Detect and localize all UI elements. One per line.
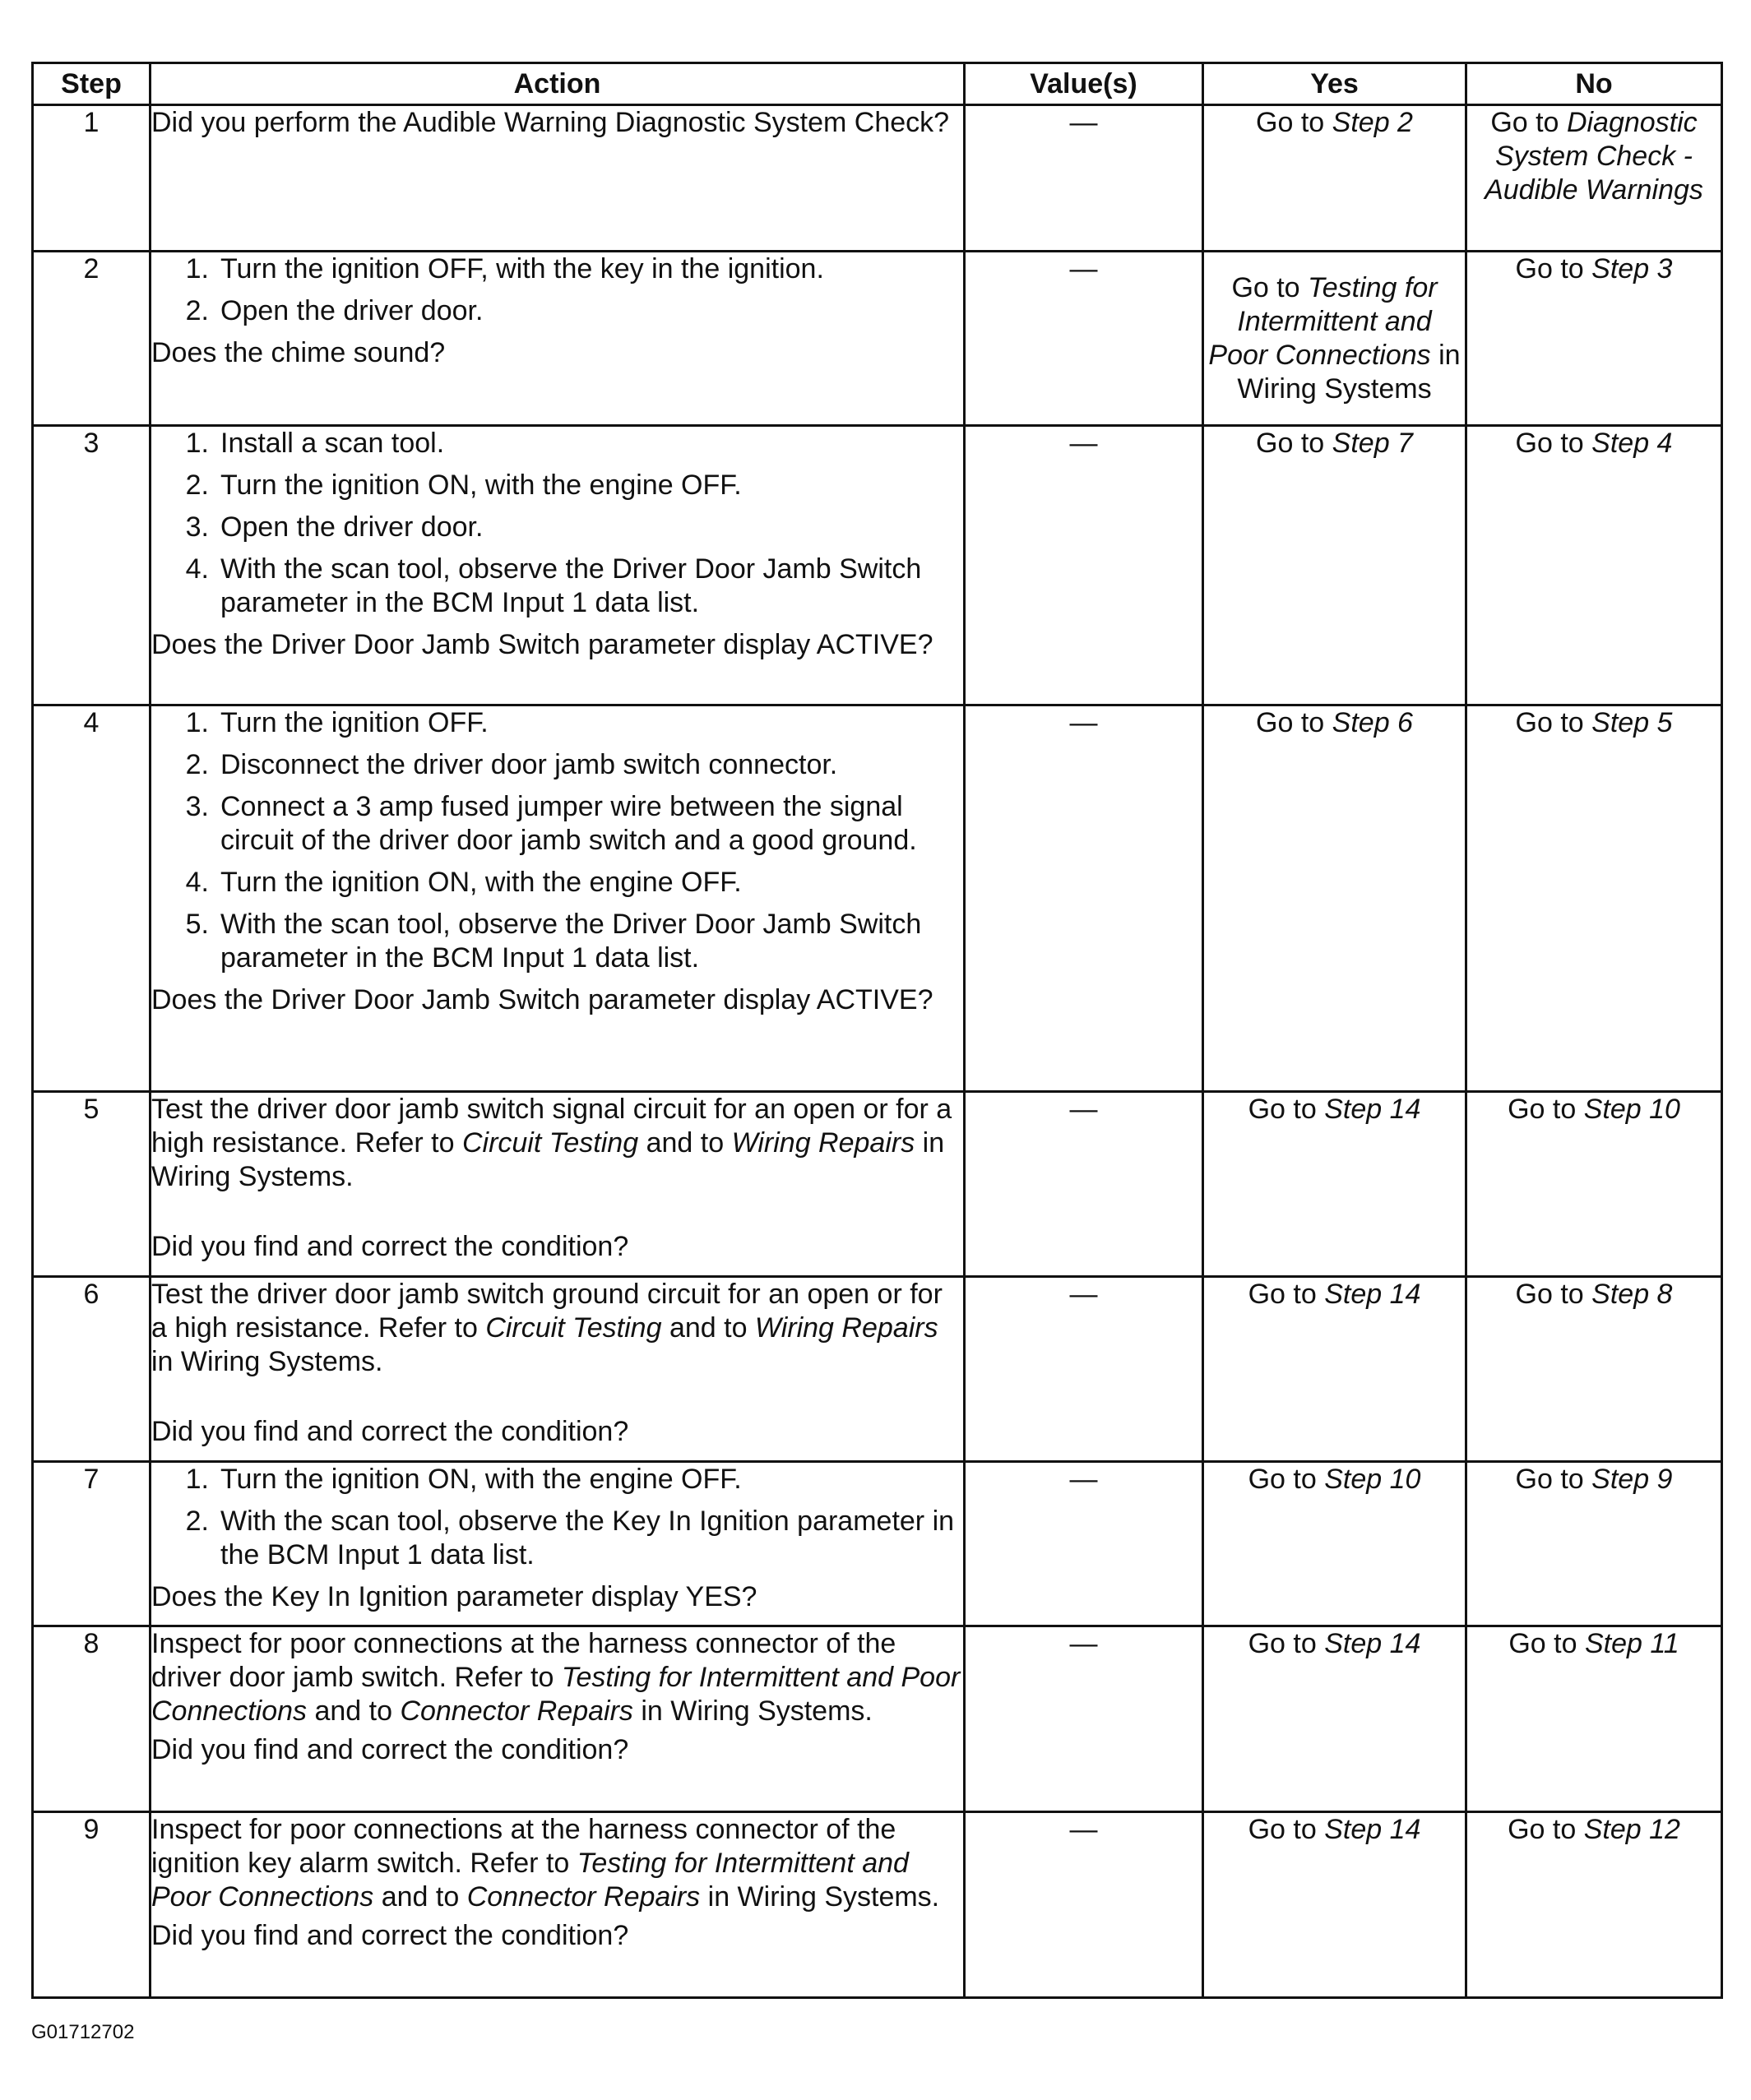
reference-link[interactable]: Connector Repairs (466, 1881, 701, 1913)
goto-label: Go to (1256, 707, 1325, 738)
action-question: Does the Driver Door Jamb Switch parameter display ACTIVE? (151, 629, 933, 660)
action-text: Test the driver door jamb switch ground circuit for an open or for a high resistance. Refer to Circuit Testing and to Wiring Repairs in Wiring Systems. (151, 1279, 943, 1377)
action-cell (151, 252, 965, 426)
reference-link[interactable]: Wiring Repairs (731, 1127, 915, 1159)
yes-cell (1203, 1626, 1466, 1812)
list-item: 5. With the scan tool, observe the Driver Door Jamb Switch parameter in the BCM Input 1 data list. (185, 909, 922, 974)
yes-link[interactable]: Testing for Intermittent and Poor Connections (1208, 271, 1438, 371)
no-cell (1466, 105, 1722, 252)
table-row (33, 1812, 1722, 1998)
goto-label: Go to (1515, 253, 1584, 284)
no-link[interactable]: Step 12 (1583, 1814, 1680, 1845)
table-row (33, 1277, 1722, 1462)
action-text: Inspect for poor connections at the harness connector of the ignition key alarm switch. Refer to Testing for Intermittent and Poor Connections and to Connector Repairs in Wiring Systems. (151, 1814, 940, 1913)
step-number: 9 (33, 1812, 151, 1998)
value-cell: — (965, 1092, 1203, 1277)
action-cell (151, 705, 965, 1092)
header-no: No (1466, 63, 1722, 105)
goto-label: Go to (1248, 1628, 1317, 1659)
no-cell (1466, 1626, 1722, 1812)
table-row (33, 252, 1722, 426)
no-link[interactable]: Step 9 (1591, 1464, 1673, 1495)
yes-link[interactable]: Step 10 (1324, 1464, 1421, 1495)
list-item: 3. Open the driver door. (185, 511, 484, 543)
no-link[interactable]: Step 10 (1583, 1094, 1680, 1125)
reference-link[interactable]: Testing for Intermittent and Poor Connections (151, 1848, 909, 1913)
goto-label: Go to (1231, 271, 1300, 303)
yes-link[interactable]: Step 6 (1332, 707, 1413, 738)
goto-label: Go to (1508, 1094, 1577, 1125)
action-text: Did you perform the Audible Warning Diagnostic System Check? (151, 107, 950, 138)
list-item: 2. Open the driver door. (185, 295, 484, 326)
table-row (33, 426, 1722, 705)
yes-cell (1203, 1092, 1466, 1277)
action-question: Does the Key In Ignition parameter display YES? (151, 1581, 757, 1612)
goto-label: Go to (1490, 107, 1559, 138)
step-number: 4 (33, 705, 151, 1092)
action-cell (151, 1812, 965, 1998)
action-steps (151, 1463, 963, 1572)
no-cell (1466, 1812, 1722, 1998)
action-text: Inspect for poor connections at the harness connector of the driver door jamb switch. Refer to Testing for Intermittent and Poor Connections and to Connector Repairs in Wiring Systems. (151, 1628, 961, 1727)
header-action: Action (151, 63, 965, 105)
action-steps (151, 252, 963, 328)
yes-link[interactable]: Step 2 (1332, 107, 1413, 138)
diagnostic-table (31, 62, 1723, 1999)
no-cell (1466, 1277, 1722, 1462)
goto-label: Go to (1515, 707, 1584, 738)
list-item: 2. Disconnect the driver door jamb switch connector. (185, 749, 838, 780)
list-item: 1. Install a scan tool. (185, 428, 445, 459)
yes-link[interactable]: Step 14 (1324, 1094, 1421, 1125)
goto-label: Go to (1508, 1814, 1577, 1845)
action-cell (151, 1277, 965, 1462)
list-item: 1. Turn the ignition ON, with the engine OFF. (185, 1464, 742, 1495)
header-step: Step (33, 63, 151, 105)
goto-label: Go to (1248, 1094, 1317, 1125)
table-row (33, 1462, 1722, 1626)
no-link[interactable]: Step 4 (1591, 428, 1673, 459)
action-text: Test the driver door jamb switch signal circuit for an open or for a high resistance. Refer to Circuit Testing and to Wiring Repairs in Wiring Systems. (151, 1094, 952, 1192)
step-number: 3 (33, 426, 151, 705)
list-item: 2. Turn the ignition ON, with the engine OFF. (185, 469, 742, 501)
value-cell: — (965, 1626, 1203, 1812)
figure-id: G01712702 (31, 2021, 135, 2043)
yes-link[interactable]: Step 14 (1324, 1814, 1421, 1845)
yes-cell (1203, 705, 1466, 1092)
list-item: 4. Turn the ignition ON, with the engine OFF. (185, 867, 742, 898)
value-cell: — (965, 1812, 1203, 1998)
step-number: 6 (33, 1277, 151, 1462)
yes-cell (1203, 105, 1466, 252)
list-item: 2. With the scan tool, observe the Key In Ignition parameter in the BCM Input 1 data list. (185, 1506, 955, 1570)
no-cell (1466, 252, 1722, 426)
goto-label: Go to (1508, 1628, 1577, 1659)
list-item: 1. Turn the ignition OFF, with the key in the ignition. (185, 253, 824, 284)
table-row (33, 1626, 1722, 1812)
yes-cell (1203, 1462, 1466, 1626)
action-question: Did you find and correct the condition? (151, 1416, 629, 1447)
action-cell (151, 1462, 965, 1626)
action-steps (151, 706, 963, 975)
value-cell: — (965, 105, 1203, 252)
step-number: 5 (33, 1092, 151, 1277)
reference-link[interactable]: Circuit Testing (461, 1127, 639, 1159)
reference-link[interactable]: Testing for Intermittent and Poor Connections (151, 1662, 961, 1727)
step-number: 7 (33, 1462, 151, 1626)
goto-label: Go to (1248, 1279, 1317, 1310)
yes-cell (1203, 1277, 1466, 1462)
action-question: Did you find and correct the condition? (151, 1920, 629, 1951)
table-row (33, 1092, 1722, 1277)
yes-cell (1203, 1812, 1466, 1998)
reference-link[interactable]: Wiring Repairs (754, 1312, 938, 1344)
no-cell (1466, 1462, 1722, 1626)
value-cell: — (965, 252, 1203, 426)
yes-link[interactable]: Step 14 (1324, 1628, 1421, 1659)
action-cell (151, 426, 965, 705)
action-question: Did you find and correct the condition? (151, 1734, 629, 1765)
action-cell (151, 105, 965, 252)
no-link[interactable]: Step 3 (1591, 253, 1673, 284)
action-cell (151, 1626, 965, 1812)
reference-link[interactable]: Circuit Testing (485, 1312, 662, 1344)
yes-cell (1203, 426, 1466, 705)
goto-label: Go to (1515, 1279, 1584, 1310)
action-question: Does the chime sound? (151, 337, 446, 368)
yes-link[interactable]: Step 14 (1324, 1279, 1421, 1310)
header-yes: Yes (1203, 63, 1466, 105)
reference-link[interactable]: Connector Repairs (400, 1695, 633, 1727)
no-link[interactable]: Step 8 (1591, 1279, 1673, 1310)
list-item: 3. Connect a 3 amp fused jumper wire between the signal circuit of the driver door jamb switch and a good ground. (185, 791, 917, 856)
value-cell: — (965, 426, 1203, 705)
goto-label: Go to (1248, 1814, 1317, 1845)
yes-suffix: in Wiring Systems (1237, 339, 1461, 405)
goto-label: Go to (1515, 428, 1584, 459)
action-question: Did you find and correct the condition? (151, 1231, 629, 1262)
goto-label: Go to (1256, 107, 1325, 138)
no-link[interactable]: Step 5 (1591, 707, 1673, 738)
action-cell (151, 1092, 965, 1277)
header-row (33, 63, 1722, 105)
value-cell: — (965, 1462, 1203, 1626)
value-cell: — (965, 705, 1203, 1092)
value-cell: — (965, 1277, 1203, 1462)
list-item: 1. Turn the ignition OFF. (185, 707, 489, 738)
yes-cell (1203, 252, 1466, 426)
no-cell (1466, 426, 1722, 705)
list-item: 4. With the scan tool, observe the Driver Door Jamb Switch parameter in the BCM Input 1 data list. (185, 553, 922, 618)
action-question: Does the Driver Door Jamb Switch parameter display ACTIVE? (151, 984, 933, 1015)
action-steps (151, 427, 963, 620)
table-row (33, 705, 1722, 1092)
no-link[interactable]: Diagnostic System Check - Audible Warnings (1485, 107, 1703, 206)
step-number: 2 (33, 252, 151, 426)
no-cell (1466, 1092, 1722, 1277)
goto-label: Go to (1248, 1464, 1317, 1495)
goto-label: Go to (1515, 1464, 1584, 1495)
step-number: 1 (33, 105, 151, 252)
no-cell (1466, 705, 1722, 1092)
no-link[interactable]: Step 11 (1584, 1628, 1679, 1659)
step-number: 8 (33, 1626, 151, 1812)
yes-link[interactable]: Step 7 (1332, 428, 1413, 459)
table-row (33, 105, 1722, 252)
goto-label: Go to (1256, 428, 1325, 459)
header-values: Value(s) (965, 63, 1203, 105)
